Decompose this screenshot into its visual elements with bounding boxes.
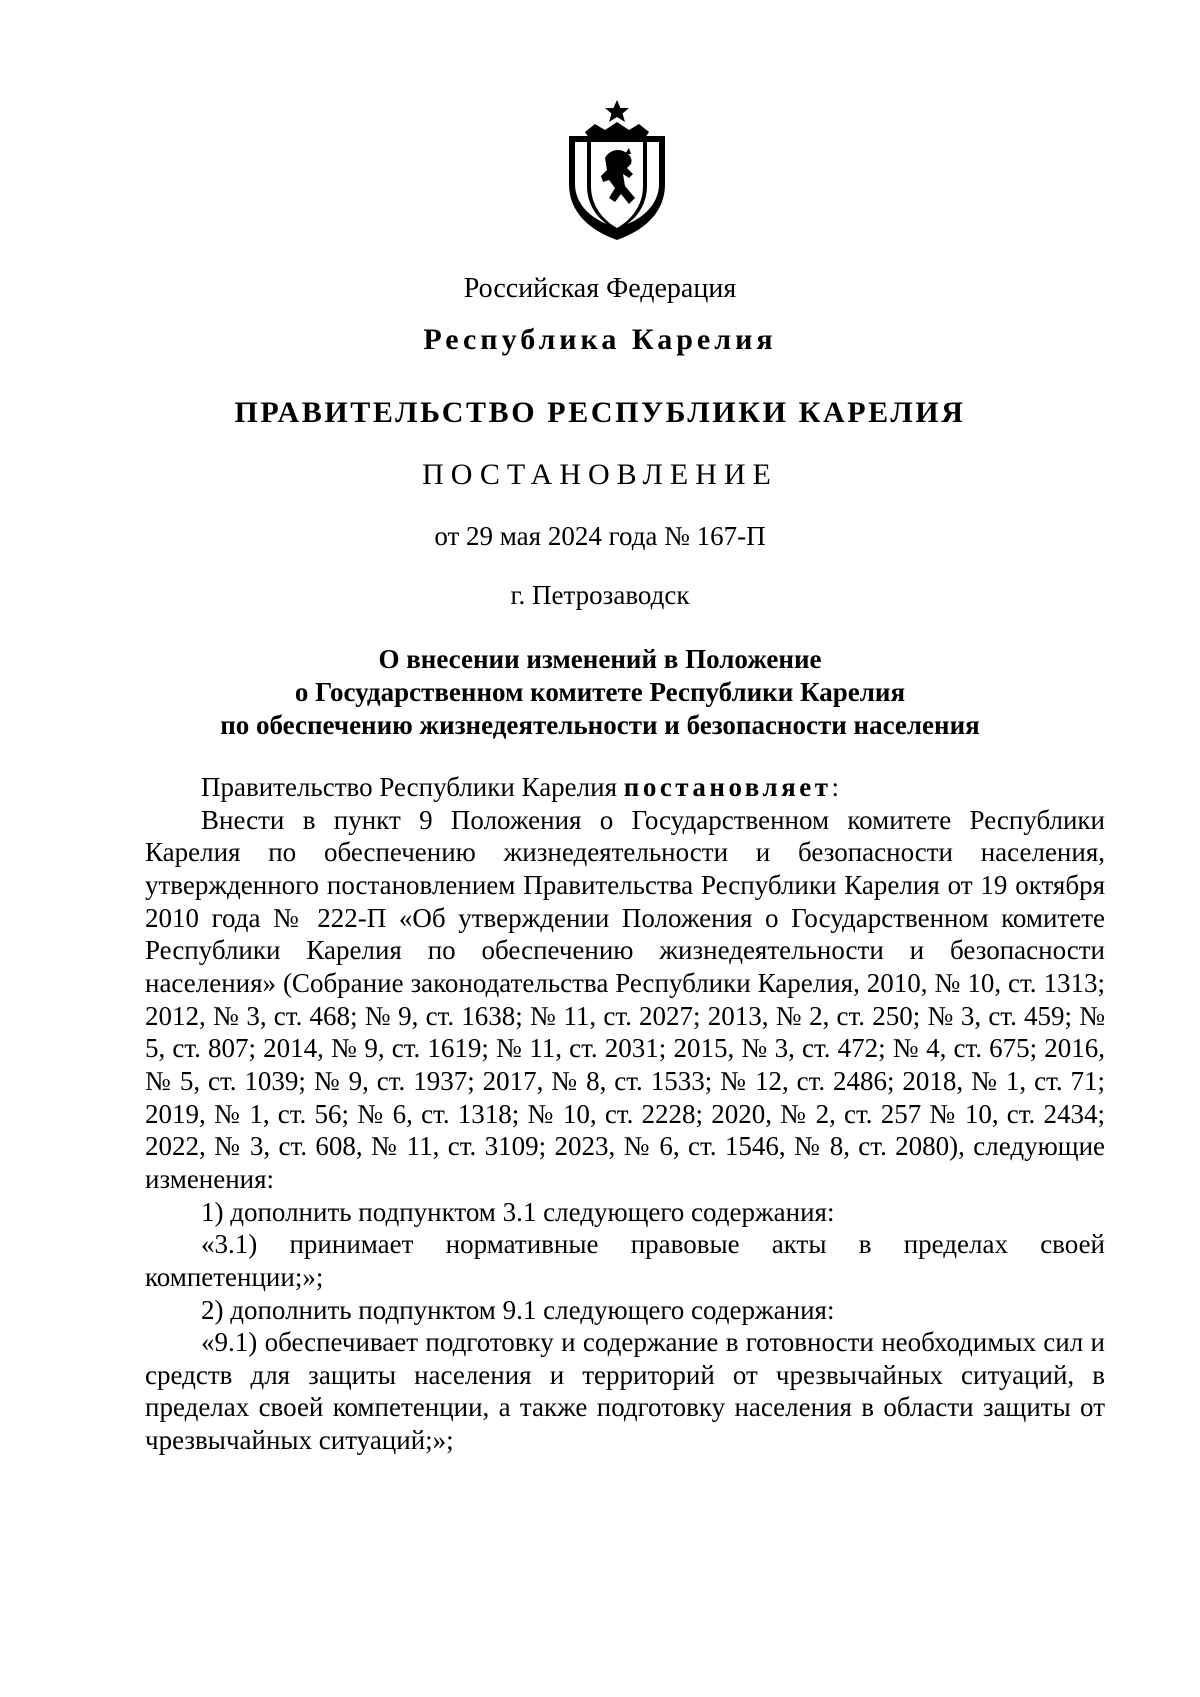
item-1-text: «3.1) принимает нормативные правовые акты в пределах своей компетенции;»;	[145, 1229, 1105, 1292]
document-title	[0, 643, 1200, 742]
document-type: ПОСТАНОВЛЕНИЕ	[422, 458, 778, 491]
preamble-paragraph	[145, 771, 1105, 804]
decree-word: постановляет	[623, 772, 832, 802]
title-line: по обеспечению жизнедеятельности и безопасности населения	[220, 710, 980, 740]
republic-name: Республика Карелия	[423, 323, 777, 356]
government-name: ПРАВИТЕЛЬСТВО РЕСПУБЛИКИ КАРЕЛИЯ	[234, 396, 966, 429]
preamble-text: Правительство Республики Карелия	[201, 772, 618, 802]
document-city: г. Петрозаводск	[510, 580, 690, 610]
title-line: о Государственном комитете Республики Карелия	[294, 677, 906, 707]
preamble-colon: :	[831, 772, 840, 802]
item-1-intro: 1) дополнить подпунктом 3.1 следующего содержания:	[201, 1196, 835, 1227]
karelia-coat-of-arms-icon	[565, 98, 669, 242]
country-name: Российская Федерация	[463, 273, 737, 304]
document-body	[145, 771, 1105, 1457]
main-paragraph: Внести в пункт 9 Положения о Государственном комитете Республики Карелия по обеспечению жизнедеятельности и безопасности населения, утвержденного постановлением Правительства Республики Карелия от 19 октября 2010 года № 222-П «Об утверждении Положения о Государственном комитете Республики Карелия по обеспечению жизнедеятельности и безопасности населения» (Собрание законодательства Республики Карелия, 2010, № 10, ст. 1313; 2012, № 3, ст. 468; № 9, ст. 1638; № 11, ст. 2027; 2013, № 2, ст. 250; № 3, ст. 459; № 5, ст. 807; 2014, № 9, ст. 1619; № 11, ст. 2031; 2015, № 3, ст. 472; № 4, ст. 675; 2016, № 5, ст. 1039; № 9, ст. 1937; 2017, № 8, ст. 1533; № 12, ст. 2486; 2018, № 1, ст. 71; 2019, № 1, ст. 56; № 6, ст. 1318; № 10, ст. 2228; 2020, № 2, ст. 257 № 10, ст. 2434; 2022, № 3, ст. 608, № 11, ст. 3109; 2023, № 6, ст. 1546, № 8, ст. 2080), следующие изменения:	[145, 804, 1105, 1194]
document-date-number: от 29 мая 2024 года № 167-П	[434, 521, 766, 551]
item-2-text: «9.1) обеспечивает подготовку и содержание в готовности необходимых сил и средств для защиты населения и территорий от чрезвычайных ситуаций, в пределах своей компетенции, а также подготовку населения в области защиты от чрезвычайных ситуаций;»;	[145, 1327, 1105, 1456]
item-2-intro: 2) дополнить подпунктом 9.1 следующего содержания:	[201, 1294, 835, 1325]
title-line: О внесении изменений в Положение	[378, 644, 822, 674]
